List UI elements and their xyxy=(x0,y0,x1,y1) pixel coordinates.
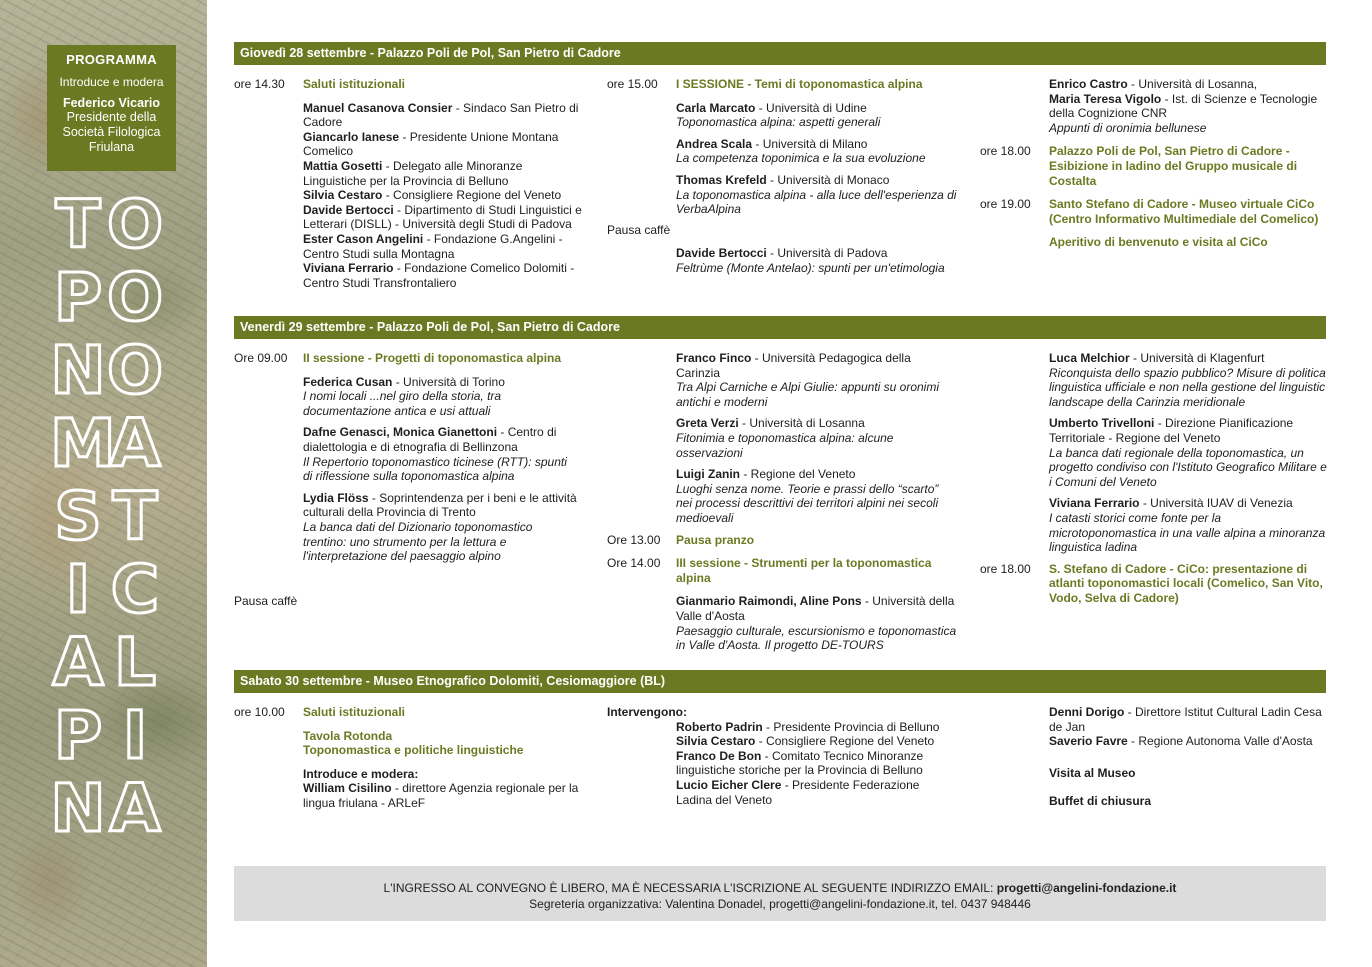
title-row: S T xyxy=(54,478,159,555)
speaker-entry xyxy=(303,188,584,203)
speaker-name: Ester Cason Angelini xyxy=(303,231,424,246)
talk-title: I nomi locali ...nel giro della storia, tra documentazione antica e usi attuali xyxy=(303,389,502,418)
pause-label: Pausa caffè xyxy=(234,593,298,608)
talk-title: La competenza toponimica e la sua evoluzione xyxy=(676,151,926,166)
affiliation: - Università di Udine xyxy=(755,100,867,115)
time-label: Ore 09.00 xyxy=(234,351,288,365)
talk-title: Il Repertorio toponomastico ticinese (RTT): spunti di riflessione sulla toponomastica alpina xyxy=(303,454,567,484)
closing-buffet: Buffet di chiusura xyxy=(1049,794,1152,809)
talk-list xyxy=(676,351,957,526)
speaker-name: Silvia Cestaro xyxy=(303,188,383,203)
affiliation: - Consigliere Regione del Veneto xyxy=(755,734,935,749)
speaker-entry xyxy=(1049,734,1330,749)
day1-col2 xyxy=(607,77,957,276)
speaker-name: Lydia Flöss xyxy=(303,490,369,505)
speaker-entry xyxy=(676,749,957,778)
registration-footer xyxy=(234,866,1326,921)
day3-col2 xyxy=(607,705,957,807)
speaker-entry xyxy=(1049,705,1330,734)
talk xyxy=(303,425,579,483)
affiliation: - Comitato Tecnico Minoranze linguistiche storiche per la Provincia di Belluno xyxy=(676,748,924,778)
speaker-name: Viviana Ferrario xyxy=(303,261,394,276)
program-box xyxy=(47,45,176,171)
talk xyxy=(676,101,957,130)
speaker-entry xyxy=(303,232,584,261)
talk-title: La banca dati regionale della toponomastica, un progetto condiviso con l'Istituto Geografico Militare e i Comuni del Veneto xyxy=(1049,445,1327,489)
event-title: Saluti istituzionali xyxy=(303,77,406,91)
time-label: ore 10.00 xyxy=(234,705,285,719)
speaker-name: Luigi Zanin xyxy=(676,467,740,482)
talk-title: La toponomastica alpina - alla luce dell'esperienza di VerbaAlpina xyxy=(676,187,957,217)
day-bar-thursday: Giovedì 28 settembre - Palazzo Poli de Pol, San Pietro di Cadore xyxy=(234,42,1326,65)
vertical-title xyxy=(50,188,190,845)
talk xyxy=(1049,416,1330,489)
session-title: I SESSIONE - Temi di toponomastica alpina xyxy=(676,77,923,91)
affiliation: - Direzione Pianificazione Territoriale - Regione del Veneto xyxy=(1049,416,1294,445)
speaker-name: Umberto Trivelloni xyxy=(1049,416,1155,431)
speaker-name: Greta Verzi xyxy=(676,416,739,431)
day-bar-friday: Venerdì 29 settembre - Palazzo Poli de Pol, San Pietro di Cadore xyxy=(234,316,1326,339)
talk-list xyxy=(303,375,579,564)
talk xyxy=(676,173,957,217)
time-label: ore 18.00 xyxy=(980,561,1031,576)
affiliation: - Università Pedagogica della Carinzia xyxy=(676,351,911,380)
round-table-title: Toponomastica e politiche linguistiche xyxy=(303,743,524,758)
affiliation: - direttore Agenzia regionale per la lingua friulana - ARLeF xyxy=(303,781,579,810)
event-title: Santo Stefano di Cadore - Museo virtuale CiCo (Centro Informativo Multimediale del Comelico) xyxy=(1049,197,1319,226)
talk-title: Feltrùme (Monte Antelao): spunti per un'etimologia xyxy=(676,260,945,275)
affiliation: - Università di Padova xyxy=(766,246,888,261)
title-row: M A xyxy=(50,405,162,482)
affiliation: - Università della Valle d'Aosta xyxy=(676,594,955,623)
event-title: S. Stefano di Cadore - CiCo: presentazione di atlanti toponomastici locali (Comelico, San Vito, Vodo, Selva di Cadore) xyxy=(1049,561,1323,605)
affiliation: - Ist. di Scienze e Tecnologie della Cognizione CNR xyxy=(1049,91,1318,121)
speaker-name: Carla Marcato xyxy=(676,100,756,115)
affiliation: - Regione Autonoma Valle d'Aosta xyxy=(1127,734,1313,749)
introduce-label: Introduce e modera xyxy=(59,75,164,89)
affiliation: - Consigliere Regione del Veneto xyxy=(382,188,562,203)
talk-title: Riconquista dello spazio pubblico? Misure di politica linguistica ufficiale e non nella gestione del linguistic landscape della Carinzia meridionale xyxy=(1049,365,1326,409)
time-label: ore 15.00 xyxy=(607,77,658,91)
museum-visit: Visita al Museo xyxy=(1049,765,1136,780)
talk xyxy=(676,594,957,652)
map-background-strip xyxy=(0,0,207,967)
speaker-name: William Cisilino xyxy=(303,781,392,796)
moderator-role-line: Società Filologica xyxy=(62,125,161,139)
speaker-name: Lucio Eicher Clere xyxy=(676,777,782,792)
event-title: Saluti istituzionali xyxy=(303,705,406,719)
speaker-name: Gianmario Raimondi, Aline Pons xyxy=(676,594,862,609)
title-row: I C xyxy=(65,551,161,628)
email-link[interactable]: progetti@angelini-fondazione.it xyxy=(996,881,1177,895)
speaker-entry xyxy=(303,130,584,159)
affiliation: - Delegato alle Minoranze Linguistiche per la Provincia di Belluno xyxy=(303,158,523,188)
talk xyxy=(1049,496,1330,554)
talk xyxy=(1049,77,1330,135)
talk-title: Toponomastica alpina: aspetti generali xyxy=(676,115,881,130)
affiliation: - Regione del Veneto xyxy=(740,467,856,482)
affiliation: - Dipartimento di Studi Linguistici e Letterari (DISLL) - Università degli Studi di Padova xyxy=(303,202,582,232)
affiliation: - Centro di dialettologia e di etnografia di Bellinzona xyxy=(303,425,557,454)
speaker-name: Silvia Cestaro xyxy=(676,734,756,749)
talk xyxy=(676,137,957,166)
affiliation: - Università di Losanna xyxy=(738,416,865,431)
speaker-list xyxy=(1049,705,1330,749)
session-title: II sessione - Progetti di toponomastica alpina xyxy=(303,351,562,365)
time-label: Ore 14.00 xyxy=(607,556,661,571)
speaker-name: Giancarlo Ianese xyxy=(303,129,400,144)
event-title: Pausa pranzo xyxy=(676,532,755,547)
secretariat-text: Segreteria organizzativa: Valentina Donadel, progetti@angelini-fondazione.it, tel. 0437 948446 xyxy=(529,897,1031,911)
talk-title: I catasti storici come fonte per la microtoponomastica in una valle alpina a minoranza linguistica ladina xyxy=(1049,510,1326,555)
speaker-list xyxy=(676,720,957,808)
title-row: N O xyxy=(50,332,165,409)
time-label: ore 14.30 xyxy=(234,77,285,91)
day2-col3 xyxy=(980,351,1330,606)
speakers-label: Intervengono: xyxy=(607,705,687,719)
affiliation: - Direttore Istitut Cultural Ladin Cesa de Jan xyxy=(1049,705,1322,734)
speaker-entry xyxy=(676,734,957,749)
affiliation: - Fondazione G.Angelini - Centro Studi sulla Montagna xyxy=(303,231,563,261)
speaker-name: Maria Teresa Vigolo xyxy=(1049,91,1162,106)
day-bar-saturday: Sabato 30 settembre - Museo Etnografico Dolomiti, Cesiomaggiore (BL) xyxy=(234,670,1326,693)
moderator-name: Federico Vicario xyxy=(62,96,161,110)
speaker-entry xyxy=(676,720,957,735)
talk xyxy=(1049,351,1330,409)
title-row: N A xyxy=(50,770,162,847)
affiliation: - Università di Monaco xyxy=(766,172,890,187)
speaker-name: Manuel Casanova Consier xyxy=(303,100,453,115)
affiliation: - Università di Klagenfurt xyxy=(1129,351,1265,365)
session-title: III sessione - Strumenti per la toponomastica alpina xyxy=(676,556,932,585)
time-label: ore 18.00 xyxy=(980,144,1031,159)
talk-list xyxy=(676,101,957,217)
affiliation: - Soprintendenza per i beni e le attività culturali della Provincia di Trento xyxy=(303,490,577,520)
speaker-name: Franco Finco xyxy=(676,351,752,365)
speaker-name: Saverio Favre xyxy=(1049,734,1128,749)
day3-col1 xyxy=(234,705,579,811)
speaker-name: Thomas Krefeld xyxy=(676,172,767,187)
affiliation: - Università di Torino xyxy=(392,374,505,389)
day2-col2 xyxy=(607,351,957,653)
speaker-name: Denni Dorigo xyxy=(1049,705,1125,719)
talk-title: Appunti di oronimia bellunese xyxy=(1049,120,1207,135)
talk xyxy=(303,375,579,419)
affiliation: - Presidente Unione Montana Comelico xyxy=(303,129,559,159)
speaker-entry xyxy=(303,261,584,290)
speaker-entry xyxy=(303,159,584,188)
speaker-entry xyxy=(303,101,584,130)
speaker-name: Andrea Scala xyxy=(676,136,753,151)
talk xyxy=(303,491,579,564)
round-table-label: Tavola Rotonda xyxy=(303,728,393,743)
moderator-role-line: Presidente della xyxy=(66,110,157,124)
time-label: ore 19.00 xyxy=(980,197,1031,212)
speaker-name: Luca Melchior xyxy=(1049,351,1130,365)
talk-title: Paesaggio culturale, escursionismo e toponomastica in Valle d'Aosta. Il progetto DE-TOURS xyxy=(676,623,957,653)
affiliation: - Università di Losanna, xyxy=(1127,77,1258,91)
title-row: P O xyxy=(53,259,165,336)
time-label: Ore 13.00 xyxy=(607,532,661,547)
affiliation: - Università di Milano xyxy=(752,136,868,151)
talk-title: La banca dati del Dizionario toponomastico trentino: uno strumento per la lettura e l'interpretazione del paesaggio alpino xyxy=(303,519,533,564)
title-row: P I xyxy=(53,697,149,774)
pause-label: Pausa caffè xyxy=(607,222,671,237)
day1-col3 xyxy=(980,77,1330,250)
talk-title: Tra Alpi Carniche e Alpi Giulie: appunti su oronimi antichi e moderni xyxy=(676,380,940,409)
speaker-name: Franco De Bon xyxy=(676,748,762,763)
speaker-name: Viviana Ferrario xyxy=(1049,496,1140,511)
talk-title: Fitonimia e toponomastica alpina: alcune osservazioni xyxy=(676,430,894,460)
program-heading: PROGRAMMA xyxy=(66,52,157,67)
moderator-role-line: Friulana xyxy=(88,140,135,154)
affiliation: - Università IUAV di Venezia xyxy=(1139,496,1293,511)
talk-title: Luoghi senza nome. Teorie e prassi dello “scarto” nei processi descrittivi dei territori alpini nei secoli medioevali xyxy=(676,481,939,525)
talk-list xyxy=(1049,351,1330,555)
talk xyxy=(676,351,957,409)
speaker-name: Roberto Padrin xyxy=(676,719,763,734)
affiliation: - Sindaco San Pietro di Cadore xyxy=(303,100,579,130)
speaker-list xyxy=(303,101,584,291)
day3-col3 xyxy=(980,705,1330,809)
event-title: Palazzo Poli de Pol, San Pietro di Cadore - Esibizione in ladino del Gruppo musicale di Costalta xyxy=(1049,144,1298,188)
affiliation: - Fondazione Comelico Dolomiti - Centro Studi Transfrontaliero xyxy=(303,261,575,290)
day1-col1 xyxy=(234,77,584,290)
speaker-name: Dafne Genasci, Monica Gianettoni xyxy=(303,425,498,440)
speaker-name: Enrico Castro xyxy=(1049,77,1128,91)
registration-text: L'INGRESSO AL CONVEGNO È LIBERO, MA È NECESSARIA L'ISCRIZIONE AL SEGUENTE INDIRIZZO EMAIL: xyxy=(383,881,997,895)
speaker-name: Federica Cusan xyxy=(303,374,393,389)
title-row: T O xyxy=(55,186,165,263)
speaker-entry xyxy=(676,778,957,807)
talk xyxy=(676,416,957,460)
talk xyxy=(676,467,957,525)
affiliation: - Presidente Federazione Ladina del Veneto xyxy=(676,777,920,807)
affiliation: - Presidente Provincia di Belluno xyxy=(762,719,940,734)
speaker-name: Mattia Gosetti xyxy=(303,158,383,173)
day2-col1 xyxy=(234,351,579,608)
title-row: A L xyxy=(52,624,158,701)
speaker-name: Davide Bertocci xyxy=(676,246,767,261)
speaker-entry xyxy=(303,203,584,232)
event-title: Aperitivo di benvenuto e visita al CiCo xyxy=(1049,235,1268,250)
talk xyxy=(676,246,957,275)
speaker-name: Davide Bertocci xyxy=(303,202,394,217)
moderator-label: Introduce e modera: xyxy=(303,766,419,781)
